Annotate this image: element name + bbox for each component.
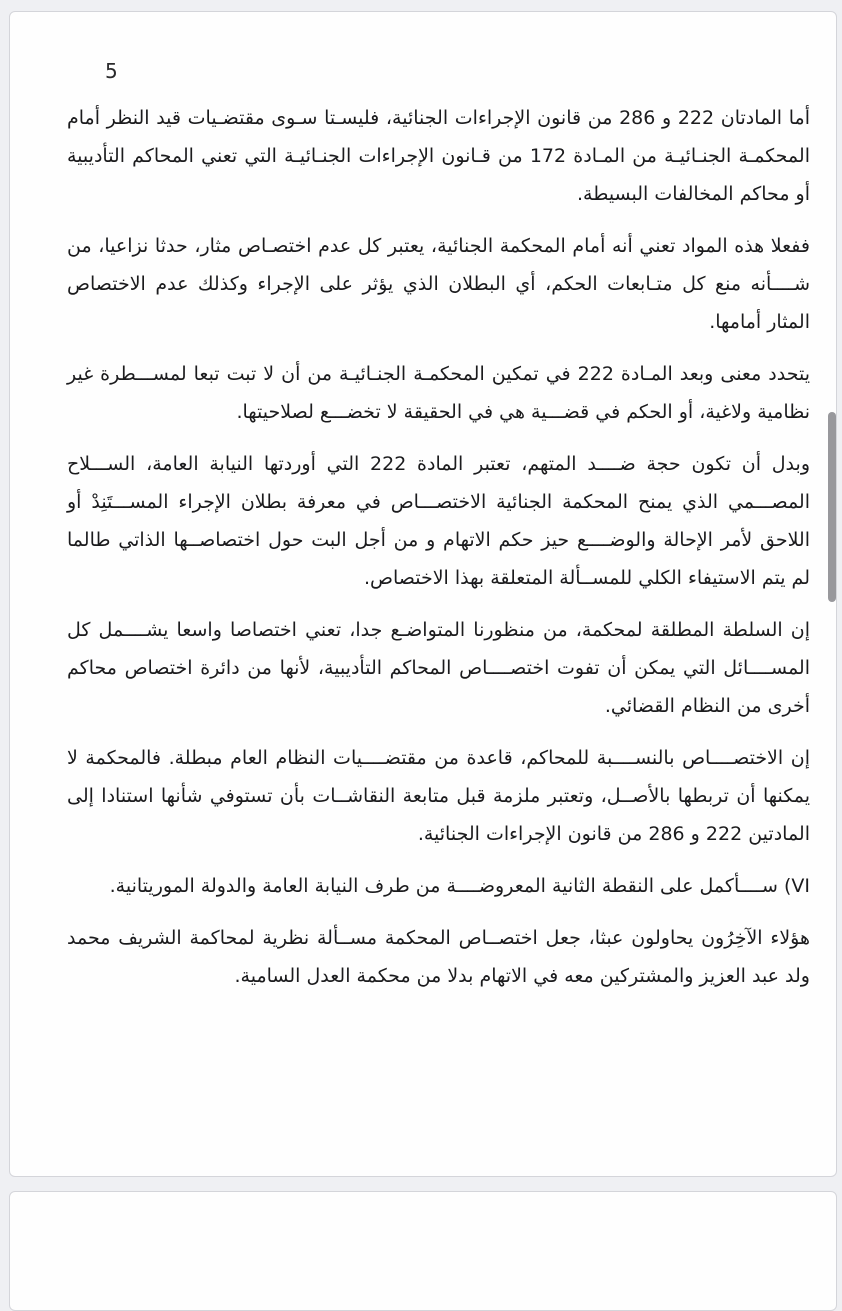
document-paragraph: إن الاختصــــاص بالنســــبة للمحاكم، قاعدة من مقتضــــيات النظام العام مبطلة. فالمحكمة لا يمكنها أن تربطها بالأصــل، وتعتبر ملزمة قبل متابعة النقاشــات بأن تستوفي شأنها استنادا إلى المادتين 222 و 286 من قانون الإجراءات الجنائية. bbox=[67, 747, 810, 845]
document-paragraph: يتحدد معنى وبعد المـادة 222 في تمكين المحكمـة الجنـائيـة من أن لا تبت تبعا لمســـطرة غير نظامية ولاغية، أو الحكم في قضـــية هي في الحقيقة لا تخضـــع لصلاحيتها. bbox=[67, 363, 811, 423]
document-paragraph: أما المادتان 222 و 286 من قانون الإجراءات الجنائية، فليسـتا سـوى مقتضـيات قيد النظر أمام المحكمـة الجنـائيـة من المـادة 172 من قـانون الإجراءات الجنـائيـة التي تعني المحاكم التأديبية أو محاكم المخالفات البسيطة. bbox=[67, 107, 810, 205]
document-paragraph: إن السلطة المطلقة لمحكمة، من منظورنا المتواضـع جدا، تعني اختصاصا واسعا يشــــمل كل المســــائل التي يمكن أن تفوت اختصــــاص المحاكم التأديبية، لأنها من دائرة اختصاص محاكم أخرى من النظام القضائي. bbox=[67, 619, 810, 717]
document-paragraph: وبدل أن تكون حجة ضــــد المتهم، تعتبر المادة 222 التي أوردتها النيابة العامة، الســـلاح المصـــمي الذي يمنح المحكمة الجنائية الاختصـــاص في معرفة بطلان الإجراء المســـتَنِدْ أو اللاحق لأمر الإحالة والوضــــع حيز حكم الاتهام و من أجل البت حول اختصاصــها الذاتي طالما لم يتم الاستيفاء الكلي للمســألة المتعلقة بهذا الاختصاص. bbox=[67, 453, 810, 589]
document-text bbox=[67, 99, 810, 995]
scrollbar-thumb[interactable] bbox=[828, 412, 836, 602]
document-page bbox=[9, 11, 837, 1177]
page-number: 5 bbox=[105, 59, 118, 83]
document-paragraph: هؤلاء الآخِرُون يحاولون عبثا، جعل اختصــاص المحكمة مســألة نظرية لمحاكمة الشريف محمد ولد عبد العزيز والمشتركين معه في الاتهام بدلا من محكمة العدل السامية. bbox=[67, 927, 810, 987]
document-paragraph: VI) ســــأكمل على النقطة الثانية المعروضــــة من طرف النيابة العامة والدولة الموريتانية. bbox=[109, 875, 810, 897]
document-paragraph: ففعلا هذه المواد تعني أنه أمام المحكمة الجنائية، يعتبر كل عدم اختصـاص مثار، حدثا نزاعيا، من شــــأنه منع كل متـابعات الحكم، أي البطلان الذي يؤثر على الإجراء وكذلك عدم الاختصاص المثار أمامها. bbox=[67, 235, 810, 333]
next-page-sliver bbox=[9, 1191, 837, 1311]
